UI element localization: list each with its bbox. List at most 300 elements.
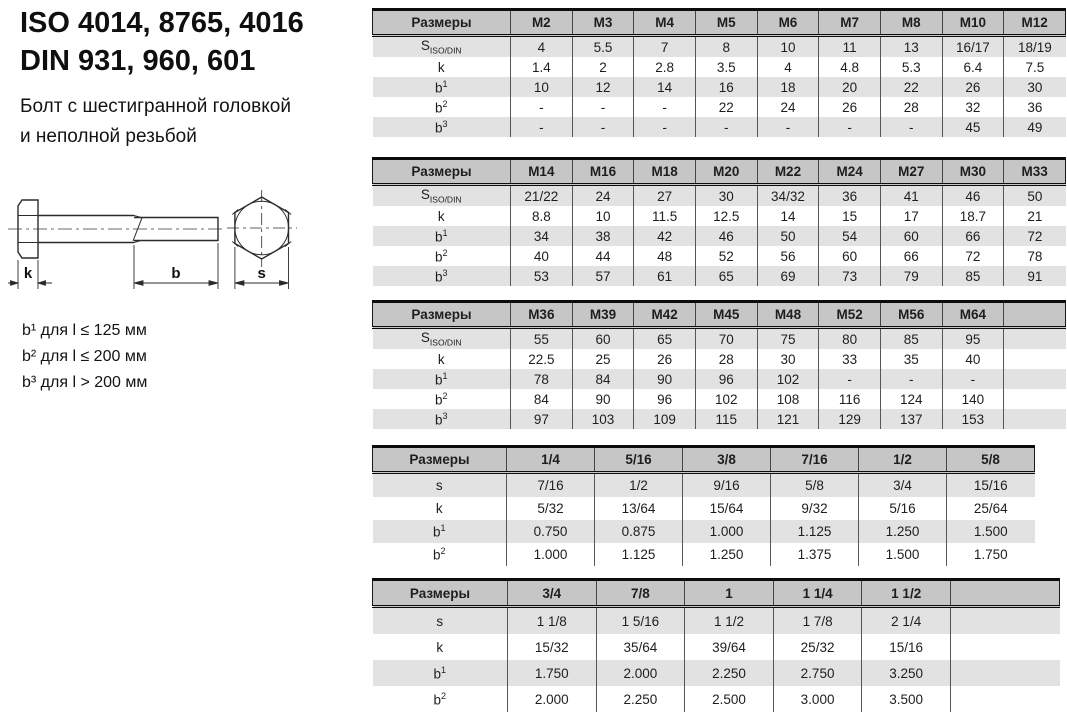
table-cell: 3.250 [862,660,951,686]
dimensions-table-inch-quarter-to-5-8 [372,445,1035,566]
table-cell: 1.125 [771,520,859,543]
table-cell: 1 1/8 [508,607,597,635]
table-row [373,97,1066,117]
table-cell: 73 [819,266,881,286]
table-corner-header: Размеры [373,302,511,328]
table-cell: 57 [572,266,634,286]
table-cell: 2.250 [596,686,685,712]
row-label [373,543,507,566]
table-cell: 25 [572,349,634,369]
table-cell: 30 [757,349,819,369]
table-cell: 65 [695,266,757,286]
table-cell: 1.250 [859,520,947,543]
table-cell: 1.125 [595,543,683,566]
row-label [373,77,511,97]
table-cell: 84 [511,389,573,409]
table-cell: 84 [572,369,634,389]
table-cell: 4 [511,36,573,58]
table-cell: 39/64 [685,634,774,660]
table-cell: 78 [1004,246,1066,266]
table-cell: 5.3 [880,57,942,77]
table-cell: 1/2 [595,473,683,498]
table-cell: 24 [757,97,819,117]
column-header: M24 [819,159,881,185]
column-header: M39 [572,302,634,328]
table-row [373,36,1066,58]
table-cell: 16/17 [942,36,1004,58]
column-header: M52 [819,302,881,328]
table-cell: 103 [572,409,634,429]
column-header: M12 [1004,10,1066,36]
row-label-text: b [434,229,443,245]
table-row [373,634,1060,660]
table-cell: 80 [819,328,881,350]
row-label-superscript: 2 [442,390,448,401]
table-cell: - [880,117,942,137]
table-cell: 65 [634,328,696,350]
table-cell: 20 [819,77,881,97]
row-label-superscript: 2 [442,247,448,258]
table-cell: 7 [634,36,696,58]
column-header: M64 [942,302,1004,328]
table-cell: - [511,97,573,117]
header-row [373,10,1066,36]
table-cell: 1.375 [771,543,859,566]
table-cell: 6.4 [942,57,1004,77]
table-cell: 22 [695,97,757,117]
table-cell: 90 [634,369,696,389]
row-label [373,185,511,207]
dimension-label-b: b [171,265,181,282]
row-label-text: b [434,80,443,96]
table-cell: 55 [511,328,573,350]
table-cell: 60 [572,328,634,350]
table-cell [1004,369,1066,389]
row-label [373,409,511,429]
table-cell: 70 [695,328,757,350]
table-cell: 1.500 [947,520,1035,543]
table-cell: 54 [819,226,881,246]
column-header: M20 [695,159,757,185]
table-cell: 50 [757,226,819,246]
table-cell: 46 [942,185,1004,207]
footnote-b1: b¹ для l ≤ 125 мм [22,322,147,339]
row-label-text: b [434,392,443,408]
table-cell: 26 [942,77,1004,97]
row-label-superscript: 2 [442,98,448,109]
table-cell: 102 [757,369,819,389]
table-cell: 2.8 [634,57,696,77]
table-cell: 36 [1004,97,1066,117]
table-row [373,520,1035,543]
table-cell: 24 [572,185,634,207]
row-label-subscript: ISO/DIN [429,45,462,56]
row-label [373,369,511,389]
column-header: 1/2 [859,447,947,473]
table-cell: 1.000 [507,543,595,566]
table-cell: 21/22 [511,185,573,207]
table-cell: 72 [1004,226,1066,246]
table-cell: 1.750 [508,660,597,686]
table-cell: 10 [757,36,819,58]
footnote-b3: b³ для l > 200 мм [22,374,148,391]
row-label-text: b [434,249,443,265]
table-cell: 52 [695,246,757,266]
row-label-superscript: 2 [440,546,446,557]
table-cell [951,607,1060,635]
column-header: 1 1/2 [862,580,951,607]
table-cell: 3.000 [773,686,862,712]
table-row [373,607,1060,635]
table-cell: 8.8 [511,206,573,226]
table-corner-header: Размеры [373,447,507,473]
table-row [373,328,1066,350]
row-label-text: k [437,59,445,75]
table-cell: 2.000 [596,660,685,686]
table-cell: 90 [572,389,634,409]
table-cell: 21 [1004,206,1066,226]
footnote-b2: b² для l ≤ 200 мм [22,348,147,365]
product-description-line-1: Болт с шестигранной головкой [20,96,291,117]
row-label [373,497,507,520]
table-cell: 15/16 [947,473,1035,498]
table-cell: 48 [634,246,696,266]
table-cell: 0.750 [507,520,595,543]
row-label-text: S [420,38,430,54]
table-cell: 56 [757,246,819,266]
table-cell: 22 [880,77,942,97]
table-cell: 75 [757,328,819,350]
row-label-superscript: 3 [442,118,448,129]
table-cell [951,634,1060,660]
table-row [373,206,1066,226]
column-header: 1 1/4 [773,580,862,607]
table-cell: 1.750 [947,543,1035,566]
row-label [373,607,508,635]
row-label [373,328,511,350]
column-header: M5 [695,10,757,36]
column-header: M36 [511,302,573,328]
table-cell: - [695,117,757,137]
table-cell: 2.500 [685,686,774,712]
table-cell: 9/32 [771,497,859,520]
table-cell: 46 [695,226,757,246]
row-label-text: k [437,208,445,224]
table-cell: - [634,97,696,117]
table-cell: 34 [511,226,573,246]
table-cell: 60 [880,226,942,246]
table-cell: 1 5/16 [596,607,685,635]
table-cell: 14 [757,206,819,226]
table-cell: 2.000 [508,686,597,712]
row-label-text: k [436,639,444,655]
table-cell: 5/8 [771,473,859,498]
table-cell: 41 [880,185,942,207]
hex-end-view [227,190,297,267]
row-label [373,520,507,543]
row-label [373,349,511,369]
row-label-superscript: 1 [442,78,448,89]
dimensions-table-m36-m64 [372,300,1066,429]
column-header: M6 [757,10,819,36]
table-cell: 45 [942,117,1004,137]
table-cell: 66 [880,246,942,266]
din-standards-line: DIN 931, 960, 601 [20,45,256,77]
table-cell: 5/16 [859,497,947,520]
column-header: M30 [942,159,1004,185]
table-cell: 116 [819,389,881,409]
header-row [373,159,1066,185]
table-cell: 95 [942,328,1004,350]
table-cell: 49 [1004,117,1066,137]
table-cell: 18.7 [942,206,1004,226]
row-label [373,117,511,137]
iso-standards-line: ISO 4014, 8765, 4016 [20,7,304,39]
table-cell: 2 1/4 [862,607,951,635]
table-cell: 53 [511,266,573,286]
table-cell: 5.5 [572,36,634,58]
table-cell [951,686,1060,712]
table-cell: 28 [695,349,757,369]
row-label-superscript: 1 [440,523,446,534]
table-row [373,497,1035,520]
table-cell: 72 [942,246,1004,266]
row-label [373,57,511,77]
column-header: M27 [880,159,942,185]
table-cell: 3/4 [859,473,947,498]
row-label-text: k [435,501,443,516]
row-label-text: S [420,330,430,346]
row-label-text: b [434,269,443,285]
column-header: M7 [819,10,881,36]
row-label-text: b [432,524,441,540]
table-cell: 25/32 [773,634,862,660]
table-cell: 26 [634,349,696,369]
row-label-text: S [420,187,430,203]
row-label [373,686,508,712]
table-cell: 16 [695,77,757,97]
table-corner-header: Размеры [373,159,511,185]
table-cell: 17 [880,206,942,226]
table-cell: 26 [819,97,881,117]
row-label [373,246,511,266]
table-cell: 12 [572,77,634,97]
table-cell: 40 [942,349,1004,369]
table-cell: 115 [695,409,757,429]
row-label-text: b [434,412,443,428]
column-header: 1 [685,580,774,607]
column-header: M18 [634,159,696,185]
column-header: M16 [572,159,634,185]
table-cell: - [572,117,634,137]
row-label-text: b [434,372,443,388]
row-label-superscript: 1 [441,664,447,675]
table-cell: - [819,369,881,389]
table-cell: 108 [757,389,819,409]
table-cell: 7/16 [507,473,595,498]
column-header: M14 [511,159,573,185]
table-cell: 66 [942,226,1004,246]
table-cell: 22.5 [511,349,573,369]
table-cell: 9/16 [683,473,771,498]
table-cell: 28 [880,97,942,117]
table-cell: 10 [572,206,634,226]
table-cell: - [572,97,634,117]
column-header: 7/8 [596,580,685,607]
table-cell: 91 [1004,266,1066,286]
table-cell: 18/19 [1004,36,1066,58]
table-cell: 1 7/8 [773,607,862,635]
table-cell: 3.5 [695,57,757,77]
row-label [373,473,507,498]
table-cell: 137 [880,409,942,429]
table-cell [1004,409,1066,429]
row-label-text: k [437,351,445,367]
table-cell: 38 [572,226,634,246]
table-row [373,117,1066,137]
dimensions-table-inch-3-4-to-1-1-2 [372,578,1060,712]
table-cell: 96 [695,369,757,389]
table-cell: 42 [634,226,696,246]
table-cell: 109 [634,409,696,429]
table-row [373,246,1066,266]
column-header: M48 [757,302,819,328]
table-row [373,686,1060,712]
column-header: M33 [1004,159,1066,185]
dimension-label-s: s [257,265,266,282]
row-label-text: b [433,666,441,682]
table-cell: 3.500 [862,686,951,712]
table-cell: 34/32 [757,185,819,207]
table-cell: 1.4 [511,57,573,77]
column-header [951,580,1060,607]
table-cell: 2.250 [685,660,774,686]
table-cell: 97 [511,409,573,429]
table-cell: 27 [634,185,696,207]
footnotes [22,318,147,396]
column-header [1004,302,1066,328]
table-cell: 5/32 [507,497,595,520]
row-label-superscript: 3 [442,267,448,278]
table-row [373,473,1035,498]
table-cell: 0.875 [595,520,683,543]
row-label-text: b [432,547,441,563]
table-cell: 32 [942,97,1004,117]
column-header: 5/16 [595,447,683,473]
product-description [20,92,291,152]
table-cell: 35/64 [596,634,685,660]
table-row [373,185,1066,207]
table-row [373,389,1066,409]
table-row [373,266,1066,286]
row-label-subscript: ISO/DIN [429,194,462,205]
table-cell: 14 [634,77,696,97]
table-cell [1004,389,1066,409]
column-header: M2 [511,10,573,36]
table-cell: - [819,117,881,137]
table-cell: 15 [819,206,881,226]
table-cell: - [757,117,819,137]
table-cell: 1.000 [683,520,771,543]
header-row [373,580,1060,607]
table-cell: 36 [819,185,881,207]
table-cell: - [634,117,696,137]
column-header: M42 [634,302,696,328]
column-header: 5/8 [947,447,1035,473]
column-header: M3 [572,10,634,36]
column-header: 1/4 [507,447,595,473]
table-row [373,349,1066,369]
table-cell: 1.250 [683,543,771,566]
row-label [373,634,508,660]
row-label-superscript: 1 [442,227,448,238]
table-row [373,409,1066,429]
table-cell: 140 [942,389,1004,409]
table-cell: 12.5 [695,206,757,226]
row-label-subscript: ISO/DIN [429,337,462,348]
table-cell: 69 [757,266,819,286]
table-cell: 13 [880,36,942,58]
table-cell: 50 [1004,185,1066,207]
table-cell: 61 [634,266,696,286]
column-header: 3/8 [683,447,771,473]
row-label [373,36,511,58]
table-cell: 2 [572,57,634,77]
table-row [373,660,1060,686]
table-row [373,543,1035,566]
table-row [373,57,1066,77]
row-label-superscript: 2 [441,690,447,701]
column-header: M8 [880,10,942,36]
table-cell: 78 [511,369,573,389]
column-header: M22 [757,159,819,185]
row-label [373,266,511,286]
column-header: M45 [695,302,757,328]
table-row [373,226,1066,246]
row-label-text: b [434,120,443,136]
table-cell: 121 [757,409,819,429]
table-cell: 1 1/2 [685,607,774,635]
header-row [373,302,1066,328]
table-cell: 15/32 [508,634,597,660]
table-cell: 25/64 [947,497,1035,520]
table-cell: 35 [880,349,942,369]
table-cell: 11 [819,36,881,58]
row-label-text: b [433,692,441,708]
table-cell: - [942,369,1004,389]
table-cell: 1.500 [859,543,947,566]
table-row [373,77,1066,97]
table-cell: 15/16 [862,634,951,660]
row-label-superscript: 3 [442,410,448,421]
table-cell: 44 [572,246,634,266]
column-header: 3/4 [508,580,597,607]
table-cell [1004,349,1066,369]
dimensions-table-m2-m12 [372,8,1066,137]
table-cell: - [880,369,942,389]
table-corner-header: Размеры [373,580,508,607]
table-cell: - [511,117,573,137]
table-cell: 85 [942,266,1004,286]
table-cell: 18 [757,77,819,97]
table-corner-header: Размеры [373,10,511,36]
table-cell: 102 [695,389,757,409]
row-label-superscript: 1 [442,370,448,381]
row-label [373,660,508,686]
hex-centerlines [227,190,297,267]
table-cell: 85 [880,328,942,350]
row-label-text: s [436,613,444,629]
